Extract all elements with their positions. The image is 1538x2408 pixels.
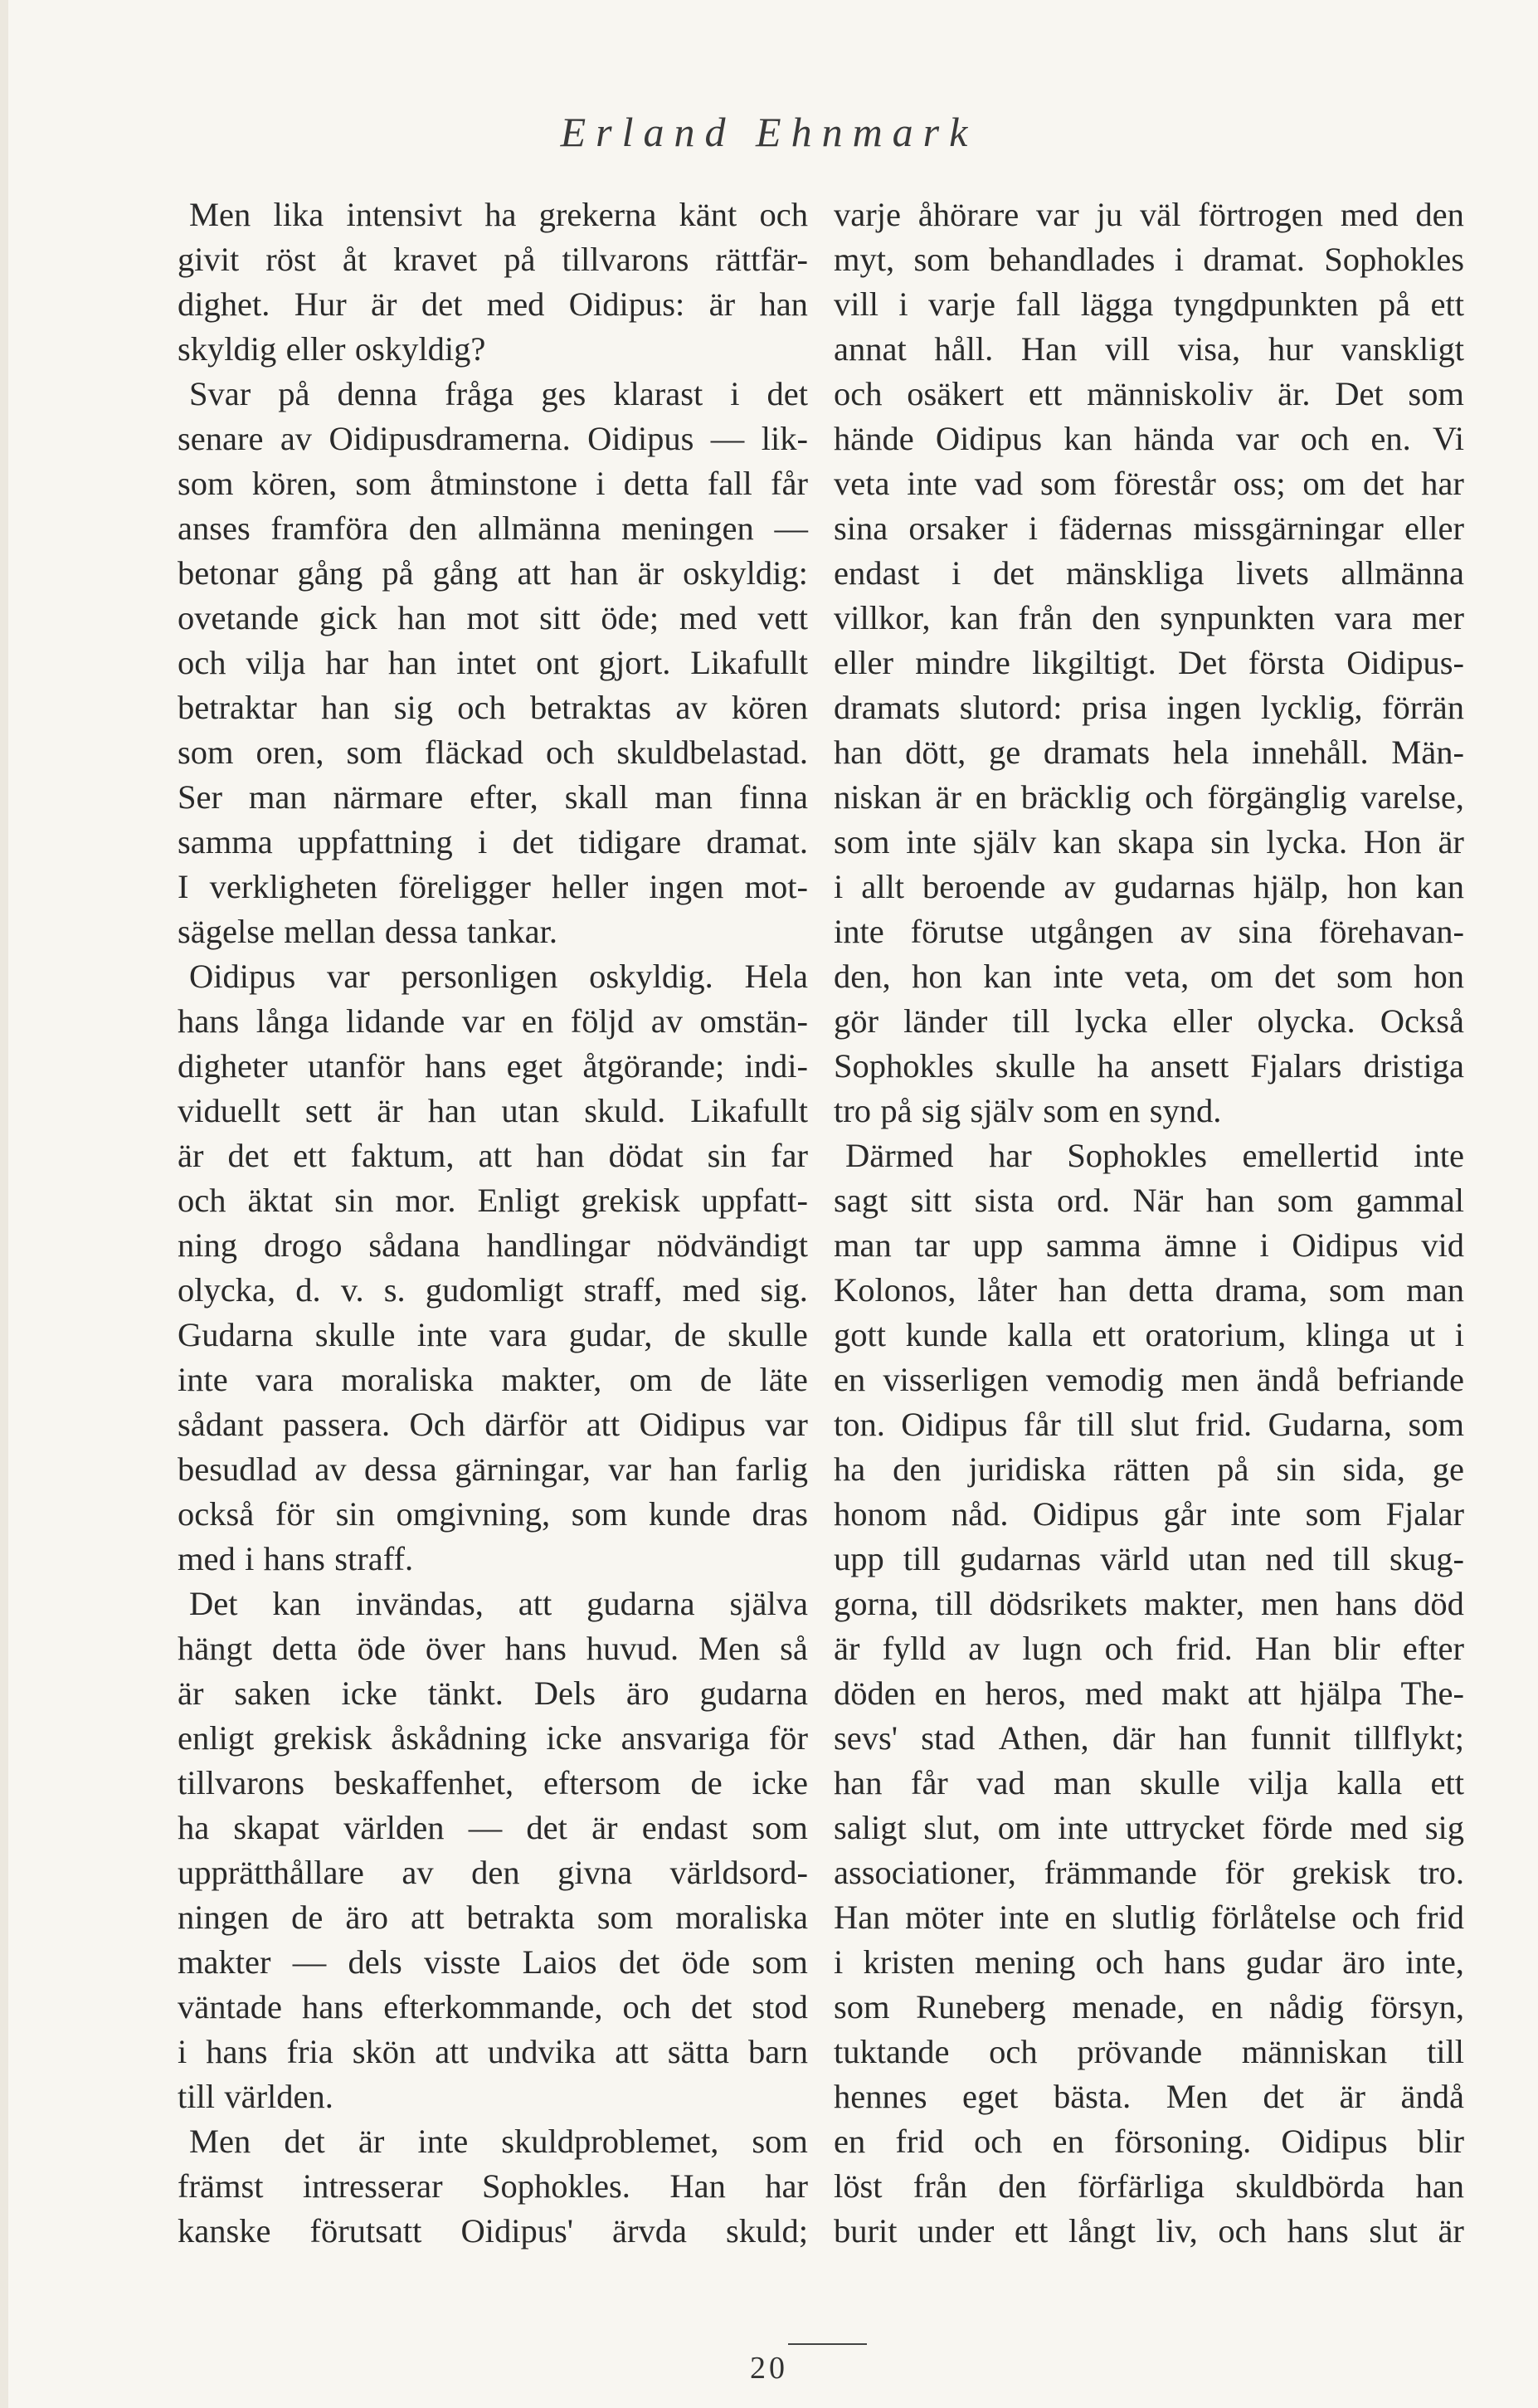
text-line: sevs' stad Athen, där han funnit tillflykt; [834, 1719, 1464, 1757]
text-line: gorna, till dödsrikets makter, men hans död [834, 1585, 1464, 1622]
text-line: man tar upp samma ämne i Oidipus vid [834, 1226, 1464, 1264]
text-line: hängt detta öde över hans huvud. Men så [178, 1630, 808, 1667]
text-line: sådant passera. Och därför att Oidipus var [178, 1406, 808, 1443]
text-line: väntade hans efterkommande, och det stod [178, 1988, 808, 2025]
text-line: Men det är inte skuldproblemet, som [189, 2123, 808, 2160]
text-line: döden en heros, med makt att hjälpa The- [834, 1674, 1464, 1712]
text-line: betraktar han sig och betraktas av kören [178, 689, 808, 726]
text-line: Oidipus var personligen oskyldig. Hela [189, 958, 808, 995]
text-line: Ser man närmare efter, skall man finna [178, 778, 808, 816]
text-line: ha skapat världen — det är endast som [178, 1809, 808, 1846]
text-line: Han möter inte en slutlig förlåtelse och frid [834, 1899, 1464, 1936]
text-line: upprätthållare av den givna världsord- [178, 1854, 808, 1891]
text-line: skyldig eller oskyldig? [178, 330, 486, 368]
text-line: sagt sitt sista ord. När han som gammal [834, 1182, 1464, 1219]
text-line: tuktande och prövande människan till [834, 2033, 1464, 2070]
text-line: I verkligheten föreligger heller ingen mot- [178, 868, 808, 905]
text-line: honom nåd. Oidipus går inte som Fjalar [834, 1495, 1464, 1533]
text-line: villkor, kan från den synpunkten vara mer [834, 599, 1464, 636]
text-line: makter — dels visste Laios det öde som [178, 1943, 808, 1981]
footer-rule [788, 2343, 867, 2345]
text-line: ton. Oidipus får till slut frid. Gudarna, som [834, 1406, 1464, 1443]
text-line: veta inte vad som förestår oss; om det har [834, 465, 1464, 502]
text-line: till världen. [178, 2078, 333, 2115]
text-line: han får vad man skulle vilja kalla ett [834, 1764, 1464, 1801]
text-line: gör länder till lycka eller olycka. Också [834, 1002, 1464, 1040]
text-line: samma uppfattning i det tidigare dramat. [178, 823, 808, 860]
text-line: annat håll. Han vill visa, hur vanskligt [834, 330, 1464, 368]
text-line: löst från den förfärliga skuldbörda han [834, 2167, 1464, 2205]
text-line: tro på sig själv som en synd. [834, 1092, 1222, 1129]
text-line: besudlad av dessa gärningar, var han farlig [178, 1450, 808, 1488]
text-line: saligt slut, om inte uttrycket förde med sig [834, 1809, 1464, 1846]
text-line: som Runeberg menade, en nådig försyn, [834, 1988, 1464, 2025]
text-line: digheter utanför hans eget åtgörande; indi- [178, 1047, 808, 1085]
text-line: viduellt sett är han utan skuld. Likafullt [178, 1092, 808, 1129]
text-line: Det kan invändas, att gudarna själva [189, 1585, 808, 1622]
text-line: ningen de äro att betrakta som moraliska [178, 1899, 808, 1936]
text-line: och äktat sin mor. Enligt grekisk uppfatt- [178, 1182, 808, 1219]
text-line: sägelse mellan dessa tankar. [178, 913, 557, 950]
text-line: hennes eget bästa. Men det är ändå [834, 2078, 1464, 2115]
text-line: Gudarna skulle inte vara gudar, de skulle [178, 1316, 808, 1353]
page-number: 20 [750, 2351, 788, 2386]
text-line: en frid och en försoning. Oidipus blir [834, 2123, 1464, 2160]
text-line: ning drogo sådana handlingar nödvändigt [178, 1226, 808, 1264]
text-line: kanske förutsatt Oidipus' ärvda skuld; [178, 2212, 808, 2250]
text-line: som kören, som åtminstone i detta fall får [178, 465, 808, 502]
text-line: upp till gudarnas värld utan ned till skug- [834, 1540, 1464, 1577]
text-line: hans långa lidande var en följd av omstän- [178, 1002, 808, 1040]
text-line: senare av Oidipusdramerna. Oidipus — lik- [178, 420, 808, 457]
page-edge [0, 0, 8, 2408]
text-line: gott kunde kalla ett oratorium, klinga ut i [834, 1316, 1464, 1353]
text-line: också för sin omgivning, som kunde dras [178, 1495, 808, 1533]
text-line: med i hans straff. [178, 1540, 414, 1577]
text-line: Sophokles skulle ha ansett Fjalars dristiga [834, 1047, 1464, 1085]
text-line: hände Oidipus kan hända var och en. Vi [834, 420, 1464, 457]
text-line: främst intresserar Sophokles. Han har [178, 2167, 808, 2205]
text-line: tillvarons beskaffenhet, eftersom de icke [178, 1764, 808, 1801]
text-line: Svar på denna fråga ges klarast i det [189, 375, 808, 412]
text-line: i allt beroende av gudarnas hjälp, hon kan [834, 868, 1464, 905]
text-line: associationer, främmande för grekisk tro. [834, 1854, 1464, 1891]
text-line: och osäkert ett människoliv är. Det som [834, 375, 1464, 412]
text-line: inte vara moraliska makter, om de läte [178, 1361, 808, 1398]
running-header-author: Erland Ehnmark [560, 109, 978, 155]
text-line: och vilja har han intet ont gjort. Likafullt [178, 644, 808, 681]
text-line: är saken icke tänkt. Dels äro gudarna [178, 1674, 808, 1712]
text-line: en visserligen vemodig men ändå befriande [834, 1361, 1464, 1398]
text-line: ovetande gick han mot sitt öde; med vett [178, 599, 808, 636]
text-line: sina orsaker i fädernas missgärningar eller [834, 509, 1464, 547]
text-line: Men lika intensivt ha grekerna känt och [189, 196, 808, 233]
text-line: Kolonos, låter han detta drama, som man [834, 1271, 1464, 1309]
text-line: olycka, d. v. s. gudomligt straff, med sig. [178, 1271, 808, 1309]
text-line: är det ett faktum, att han dödat sin far [178, 1137, 808, 1174]
text-line: varje åhörare var ju väl förtrogen med den [834, 196, 1464, 233]
text-line: i hans fria skön att undvika att sätta barn [178, 2033, 808, 2070]
text-line: inte förutse utgången av sina förehavan- [834, 913, 1464, 950]
left-text-column [178, 193, 808, 2254]
text-line: som inte själv kan skapa sin lycka. Hon är [834, 823, 1464, 860]
text-line: myt, som behandlades i dramat. Sophokles [834, 241, 1464, 278]
text-line: eller mindre likgiltigt. Det första Oidipus- [834, 644, 1464, 681]
text-line: ha den juridiska rätten på sin sida, ge [834, 1450, 1464, 1488]
text-line: vill i varje fall lägga tyngdpunkten på ett [834, 285, 1464, 323]
text-line: som oren, som fläckad och skuldbelastad. [178, 734, 808, 771]
text-line: givit röst åt kravet på tillvarons rättfär- [178, 241, 808, 278]
text-line: betonar gång på gång att han är oskyldig: [178, 554, 808, 592]
text-line: burit under ett långt liv, och hans slut är [834, 2212, 1464, 2250]
text-line: den, hon kan inte veta, om det som hon [834, 958, 1464, 995]
text-line: Därmed har Sophokles emellertid inte [845, 1137, 1464, 1174]
text-line: dighet. Hur är det med Oidipus: är han [178, 285, 808, 323]
text-line: dramats slutord: prisa ingen lycklig, förrän [834, 689, 1464, 726]
text-line: i kristen mening och hans gudar äro inte, [834, 1943, 1464, 1981]
text-line: niskan är en bräcklig och förgänglig varelse, [834, 778, 1464, 816]
text-line: enligt grekisk åskådning icke ansvariga för [178, 1719, 808, 1757]
text-line: han dött, ge dramats hela innehåll. Män- [834, 734, 1464, 771]
text-line: är fylld av lugn och frid. Han blir efter [834, 1630, 1464, 1667]
text-line: endast i det mänskliga livets allmänna [834, 554, 1464, 592]
right-text-column [834, 193, 1464, 2254]
text-line: anses framföra den allmänna meningen — [178, 509, 808, 547]
